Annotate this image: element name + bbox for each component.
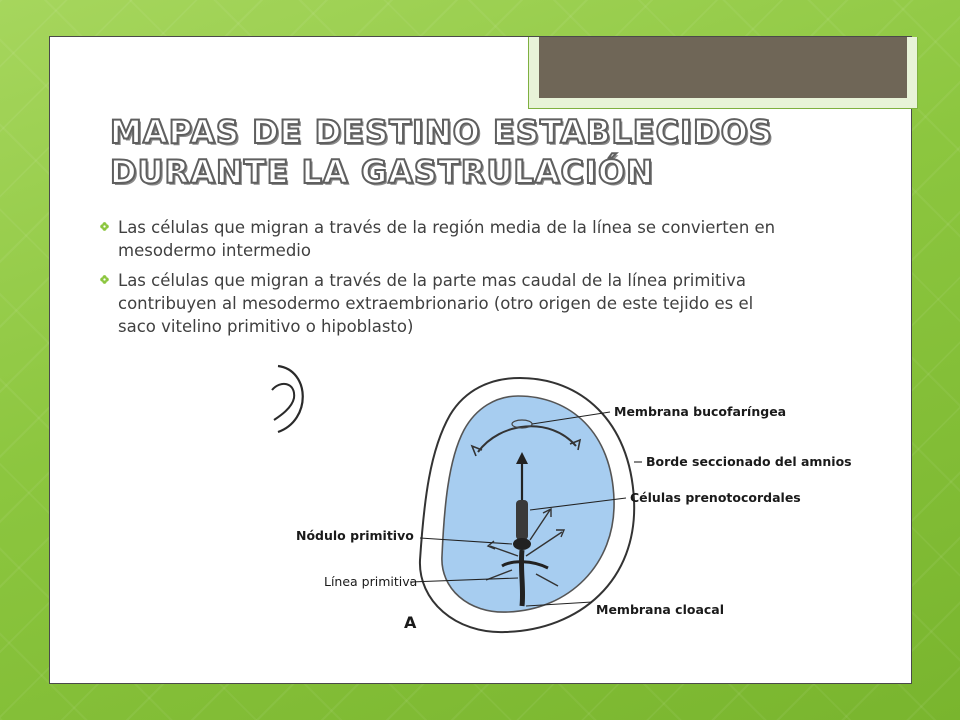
bullet-item	[100, 269, 780, 338]
label-celulas-prenotocordales: Células prenotocordales	[630, 490, 801, 505]
bullet-text: Las células que migran a través de la parte mas caudal de la línea primitiva contribuyen al mesodermo extraembrionario (otro origen de este tejido es el saco vitelino primitivo o hipoblasto)	[118, 271, 754, 336]
bullet-list	[100, 216, 780, 345]
primitive-node	[513, 538, 531, 550]
flower-bullet-icon	[100, 222, 109, 231]
flower-bullet-icon	[100, 275, 109, 284]
scribble-mark	[272, 384, 294, 420]
label-borde-amnios: Borde seccionado del amnios	[646, 454, 852, 469]
label-nodulo-primitivo: Nódulo primitivo	[296, 528, 414, 543]
slide-title-line2: DURANTE LA GASTRULACIÓN	[110, 153, 654, 191]
label-membrana-bucofaringea: Membrana bucofaríngea	[614, 404, 787, 419]
header-tab	[528, 37, 918, 109]
scribble-arc	[278, 366, 303, 432]
bullet-item	[100, 216, 780, 262]
slide-title-line1: MAPAS DE DESTINO ESTABLECIDOS	[110, 113, 773, 151]
bullet-text: Las células que migran a través de la región media de la línea se convierten en mesodermo intermedio	[118, 218, 776, 260]
embryo-diagram	[250, 360, 890, 650]
label-panel-letter: A	[404, 613, 417, 632]
label-membrana-cloacal: Membrana cloacal	[596, 602, 725, 617]
primitive-streak	[521, 550, 522, 606]
header-tab-fill	[539, 37, 907, 98]
label-linea-primitiva: Línea primitiva	[324, 574, 418, 589]
slide-title	[110, 112, 870, 192]
prenotochordal-cells	[516, 500, 528, 540]
